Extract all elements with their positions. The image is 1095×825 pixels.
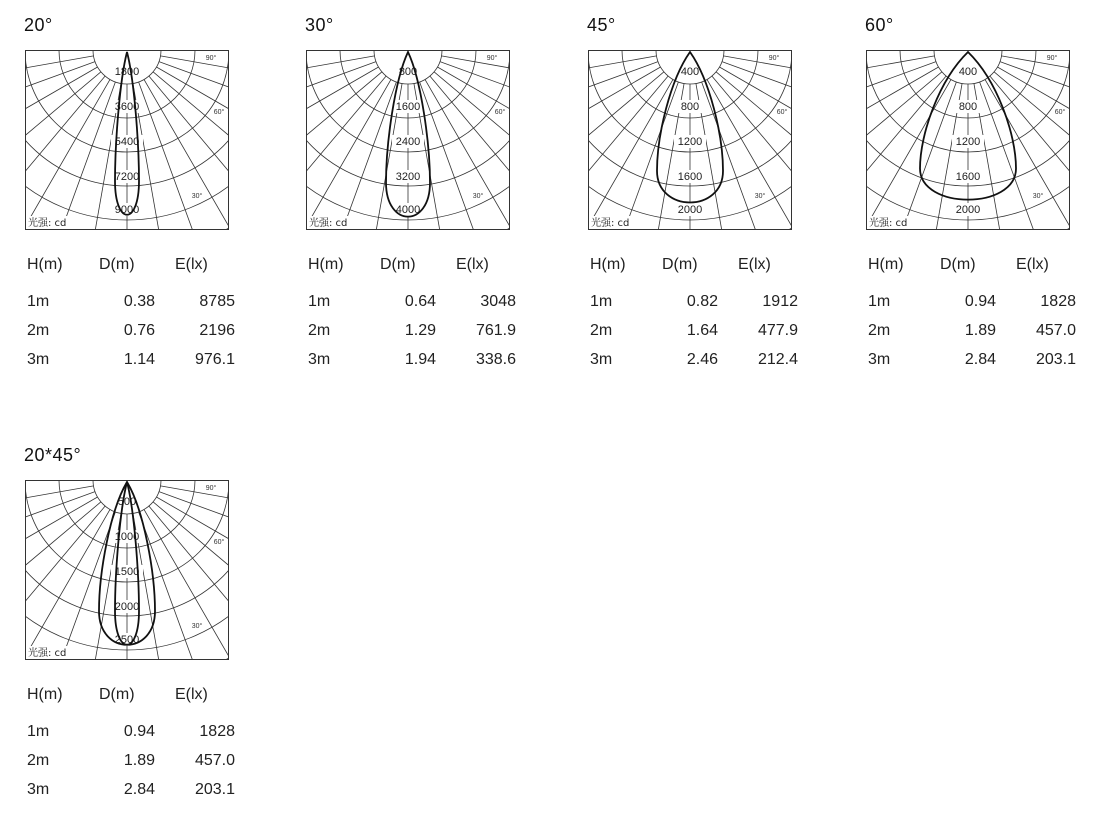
polar-spoke xyxy=(144,509,229,660)
table-cell: 457.0 xyxy=(1035,321,1076,339)
polar-spoke xyxy=(149,506,229,660)
column-header: D(m) xyxy=(99,686,135,703)
table-cell: 1912 xyxy=(762,292,798,310)
column-header: H(m) xyxy=(27,686,63,703)
column-header: E(lx) xyxy=(456,256,489,273)
angle-label: 90° xyxy=(768,55,780,62)
table-cell: 976.1 xyxy=(194,350,235,368)
table-cell: 1.94 xyxy=(404,350,436,368)
beam-angle-title: 20*45° xyxy=(24,445,82,465)
scale-label: 1600 xyxy=(395,101,421,113)
table-cell: 3m xyxy=(590,350,613,368)
polar-spoke xyxy=(985,79,1070,230)
table-cell: 3m xyxy=(308,350,331,368)
polar-intensity-diagram xyxy=(25,480,229,660)
scale-label: 800 xyxy=(680,101,700,113)
beam-panel xyxy=(24,15,274,395)
polar-intensity-diagram xyxy=(306,50,510,230)
intensity-unit-label: 光强: cd xyxy=(28,218,67,229)
polar-spoke xyxy=(306,79,391,230)
table-cell: 2m xyxy=(27,321,50,339)
table-cell: 0.94 xyxy=(964,292,996,310)
scale-label: 1600 xyxy=(677,171,703,183)
polar-chart-svg xyxy=(25,480,229,660)
angle-label: 90° xyxy=(205,55,217,62)
angle-label: 30° xyxy=(191,623,203,630)
table-cell: 1.89 xyxy=(123,751,155,769)
polar-spoke xyxy=(25,56,94,106)
angle-label: 30° xyxy=(1032,193,1044,200)
polar-spoke xyxy=(866,79,951,230)
angle-label: 30° xyxy=(754,193,766,200)
angle-label: 60° xyxy=(213,539,225,546)
polar-spoke xyxy=(25,79,110,230)
scale-label: 400 xyxy=(680,66,700,78)
intensity-unit-label: 光强: cd xyxy=(28,648,67,659)
polar-spoke xyxy=(149,76,229,230)
column-header: D(m) xyxy=(99,256,135,273)
column-header: E(lx) xyxy=(175,256,208,273)
polar-spoke xyxy=(866,67,939,210)
polar-spoke xyxy=(156,67,229,210)
illuminance-table xyxy=(587,253,798,374)
table-cell: 477.9 xyxy=(757,321,798,339)
angle-label: 60° xyxy=(213,109,225,116)
polar-spoke xyxy=(425,79,510,230)
scale-label: 1200 xyxy=(955,136,981,148)
table-row xyxy=(305,277,516,316)
polar-spoke xyxy=(25,497,98,640)
polar-spoke xyxy=(306,56,375,106)
table-cell: 1m xyxy=(590,292,613,310)
beam-panel xyxy=(865,15,1095,395)
table-cell: 0.38 xyxy=(123,292,155,310)
polar-spoke xyxy=(25,67,98,210)
scale-label: 5400 xyxy=(114,136,140,148)
scale-label: 2000 xyxy=(677,204,703,216)
polar-spoke xyxy=(712,76,792,230)
polar-intensity-diagram xyxy=(25,50,229,230)
polar-intensity-diagram xyxy=(866,50,1070,230)
beam-angle-title: 20° xyxy=(24,15,53,35)
scale-label: 7200 xyxy=(114,171,140,183)
polar-spoke xyxy=(160,56,229,106)
table-cell: 338.6 xyxy=(475,350,516,368)
column-header: D(m) xyxy=(662,256,698,273)
table-cell: 203.1 xyxy=(1035,350,1076,368)
column-header: E(lx) xyxy=(1016,256,1049,273)
scale-label: 2400 xyxy=(395,136,421,148)
polar-spoke xyxy=(306,67,379,210)
polar-spoke xyxy=(25,62,95,160)
scale-label: 1500 xyxy=(114,566,140,578)
column-header: H(m) xyxy=(868,256,904,273)
table-cell: 1.64 xyxy=(686,321,718,339)
table-row xyxy=(305,316,516,345)
illuminance-table xyxy=(24,683,235,804)
scale-label: 3200 xyxy=(395,171,421,183)
polar-spoke xyxy=(25,492,95,590)
illuminance-table xyxy=(305,253,516,374)
polar-spoke xyxy=(25,506,105,660)
angle-label: 90° xyxy=(205,485,217,492)
scale-label: 1000 xyxy=(114,531,140,543)
table-cell: 1m xyxy=(27,722,50,740)
polar-spoke xyxy=(723,56,792,106)
scale-label: 1200 xyxy=(677,136,703,148)
table-cell: 212.4 xyxy=(757,350,798,368)
table-cell: 2.84 xyxy=(123,780,155,798)
polar-spoke xyxy=(719,67,792,210)
polar-chart-svg xyxy=(25,50,229,230)
intensity-unit-label: 光强: cd xyxy=(591,218,630,229)
column-header: D(m) xyxy=(380,256,416,273)
table-row xyxy=(24,345,235,374)
table-cell: 2m xyxy=(27,751,50,769)
table-cell: 1m xyxy=(27,292,50,310)
table-cell: 0.82 xyxy=(686,292,718,310)
beam-panel xyxy=(24,445,274,825)
table-cell: 3m xyxy=(27,780,50,798)
table-cell: 1m xyxy=(308,292,331,310)
beam-panel xyxy=(305,15,555,395)
table-cell: 2196 xyxy=(199,321,235,339)
polar-chart-svg xyxy=(866,50,1070,230)
angle-label: 60° xyxy=(776,109,788,116)
scale-label: 4000 xyxy=(395,204,421,216)
polar-spoke xyxy=(25,486,94,536)
polar-spoke xyxy=(156,497,229,640)
polar-spoke xyxy=(1001,56,1070,106)
table-cell: 2m xyxy=(308,321,331,339)
beam-angle-title: 60° xyxy=(865,15,894,35)
intensity-unit-label: 光强: cd xyxy=(309,218,348,229)
table-row xyxy=(24,775,235,804)
polar-spoke xyxy=(866,56,935,106)
angle-label: 30° xyxy=(191,193,203,200)
intensity-unit-label: 光强: cd xyxy=(869,218,908,229)
beam-angle-title: 45° xyxy=(587,15,616,35)
table-cell: 0.64 xyxy=(404,292,436,310)
table-cell: 457.0 xyxy=(194,751,235,769)
beam-angle-title: 30° xyxy=(305,15,334,35)
polar-spoke xyxy=(430,76,510,230)
table-row xyxy=(24,316,235,345)
table-cell: 761.9 xyxy=(475,321,516,339)
table-cell: 3m xyxy=(868,350,891,368)
table-row xyxy=(24,746,235,775)
polar-spoke xyxy=(25,509,110,660)
scale-label: 3600 xyxy=(114,101,140,113)
table-cell: 203.1 xyxy=(194,780,235,798)
polar-spoke xyxy=(160,486,229,536)
table-cell: 3m xyxy=(27,350,50,368)
polar-spoke xyxy=(306,76,386,230)
table-row xyxy=(587,277,798,316)
column-header: E(lx) xyxy=(175,686,208,703)
angle-label: 60° xyxy=(1054,109,1066,116)
angle-label: 60° xyxy=(494,109,506,116)
table-cell: 8785 xyxy=(199,292,235,310)
table-row xyxy=(865,316,1076,345)
polar-spoke xyxy=(866,76,946,230)
scale-label: 400 xyxy=(958,66,978,78)
polar-spoke xyxy=(441,56,510,106)
column-header: H(m) xyxy=(27,256,63,273)
polar-spoke xyxy=(437,67,510,210)
table-cell: 2.84 xyxy=(964,350,996,368)
scale-label: 2000 xyxy=(114,601,140,613)
table-row xyxy=(865,345,1076,374)
polar-spoke xyxy=(588,62,658,160)
table-row xyxy=(24,277,235,316)
scale-label: 1800 xyxy=(114,66,140,78)
angle-label: 90° xyxy=(486,55,498,62)
polar-chart-svg xyxy=(588,50,792,230)
illuminance-table xyxy=(24,253,235,374)
table-cell: 0.76 xyxy=(123,321,155,339)
table-cell: 1m xyxy=(868,292,891,310)
scale-label: 800 xyxy=(398,66,418,78)
table-cell: 1.89 xyxy=(964,321,996,339)
polar-spoke xyxy=(588,67,661,210)
table-row xyxy=(587,345,798,374)
angle-label: 30° xyxy=(472,193,484,200)
table-cell: 3048 xyxy=(480,292,516,310)
polar-spoke xyxy=(990,76,1070,230)
beam-panel xyxy=(587,15,837,395)
polar-spoke xyxy=(144,79,229,230)
table-cell: 2m xyxy=(868,321,891,339)
polar-chart-svg xyxy=(306,50,510,230)
polar-spoke xyxy=(707,79,792,230)
column-header: H(m) xyxy=(308,256,344,273)
column-header: H(m) xyxy=(590,256,626,273)
scale-label: 500 xyxy=(117,496,137,508)
table-row xyxy=(24,707,235,746)
column-header: D(m) xyxy=(940,256,976,273)
scale-label: 2500 xyxy=(114,634,140,646)
polar-intensity-diagram xyxy=(588,50,792,230)
polar-spoke xyxy=(588,76,668,230)
table-cell: 1.29 xyxy=(404,321,436,339)
polar-spoke xyxy=(25,76,105,230)
scale-label: 9000 xyxy=(114,204,140,216)
scale-label: 2000 xyxy=(955,204,981,216)
table-row xyxy=(865,277,1076,316)
table-cell: 2.46 xyxy=(686,350,718,368)
column-header: E(lx) xyxy=(738,256,771,273)
illuminance-table xyxy=(865,253,1076,374)
table-cell: 1828 xyxy=(199,722,235,740)
polar-spoke xyxy=(306,62,376,160)
polar-spoke xyxy=(588,56,657,106)
table-row xyxy=(305,345,516,374)
scale-label: 800 xyxy=(958,101,978,113)
angle-label: 90° xyxy=(1046,55,1058,62)
table-row xyxy=(587,316,798,345)
scale-label: 1600 xyxy=(955,171,981,183)
table-cell: 1.14 xyxy=(123,350,155,368)
polar-spoke xyxy=(588,79,673,230)
table-cell: 1828 xyxy=(1040,292,1076,310)
table-cell: 2m xyxy=(590,321,613,339)
table-cell: 0.94 xyxy=(123,722,155,740)
polar-spoke xyxy=(866,62,936,160)
polar-spoke xyxy=(997,67,1070,210)
